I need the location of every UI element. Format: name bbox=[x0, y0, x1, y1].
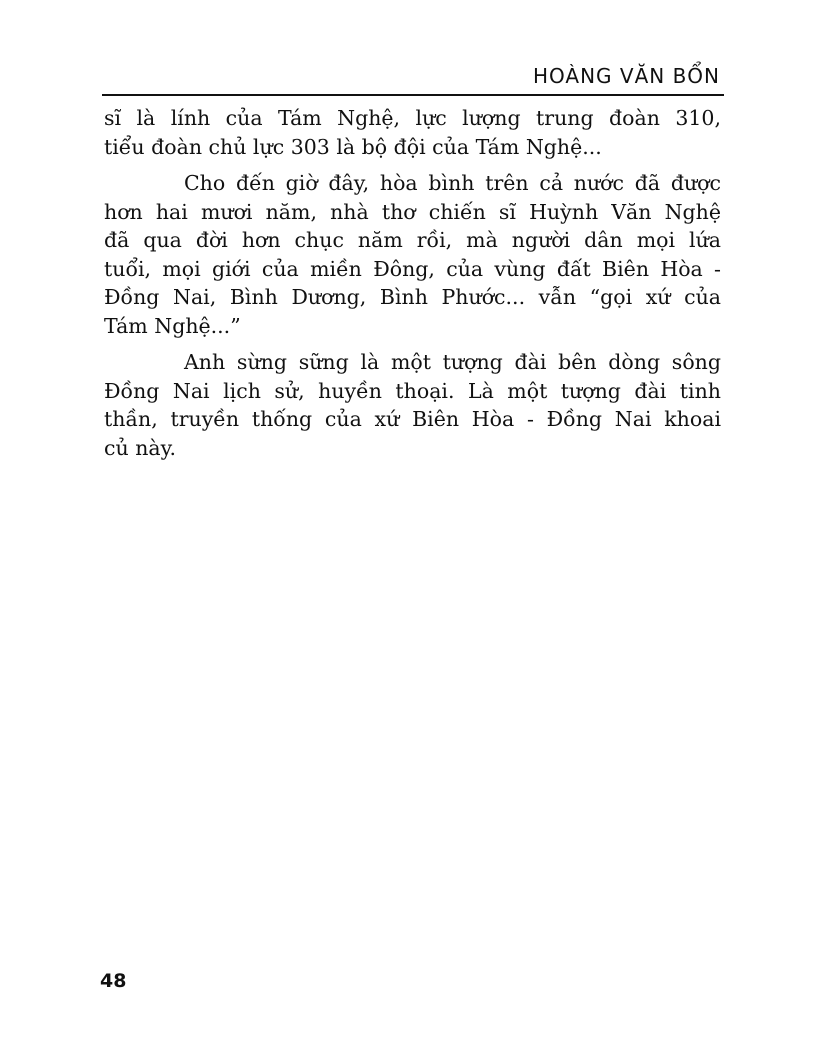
text-line: Tám Nghệ...” bbox=[104, 313, 241, 338]
text-line: Đồng Nai, Bình Dương, Bình Phước... vẫn “gọi xứ của bbox=[104, 285, 721, 309]
text-line: tiểu đoàn chủ lực 303 là bộ đội của Tám Nghệ... bbox=[104, 134, 602, 159]
text-line: củ này. bbox=[104, 435, 177, 460]
text-line: Đồng Nai lịch sử, huyền thoại. Là một tượng đài tinh bbox=[104, 378, 721, 403]
text-line: Cho đến giờ đây, hòa bình trên cả nước đã được bbox=[184, 171, 721, 195]
paragraph-2 bbox=[104, 169, 721, 340]
page-number: 48 bbox=[100, 970, 127, 992]
paragraph-1 bbox=[104, 104, 721, 161]
body-text bbox=[104, 104, 721, 470]
text-line: tuổi, mọi giới của miền Đông, của vùng đất Biên Hòa - bbox=[104, 256, 721, 281]
paragraph-3 bbox=[104, 348, 721, 462]
header-rule bbox=[102, 94, 724, 96]
text-line: hơn hai mươi năm, nhà thơ chiến sĩ Huỳnh Văn Nghệ bbox=[104, 199, 721, 224]
text-line: sĩ là lính của Tám Nghệ, lực lượng trung đoàn 310, bbox=[104, 106, 721, 130]
running-head: HOÀNG VĂN BỔN bbox=[532, 64, 720, 88]
text-line: đã qua đời hơn chục năm rồi, mà người dân mọi lứa bbox=[104, 228, 721, 252]
text-line: thần, truyền thống của xứ Biên Hòa - Đồng Nai khoai bbox=[104, 407, 721, 431]
text-line: Anh sừng sững là một tượng đài bên dòng sông bbox=[184, 350, 721, 374]
